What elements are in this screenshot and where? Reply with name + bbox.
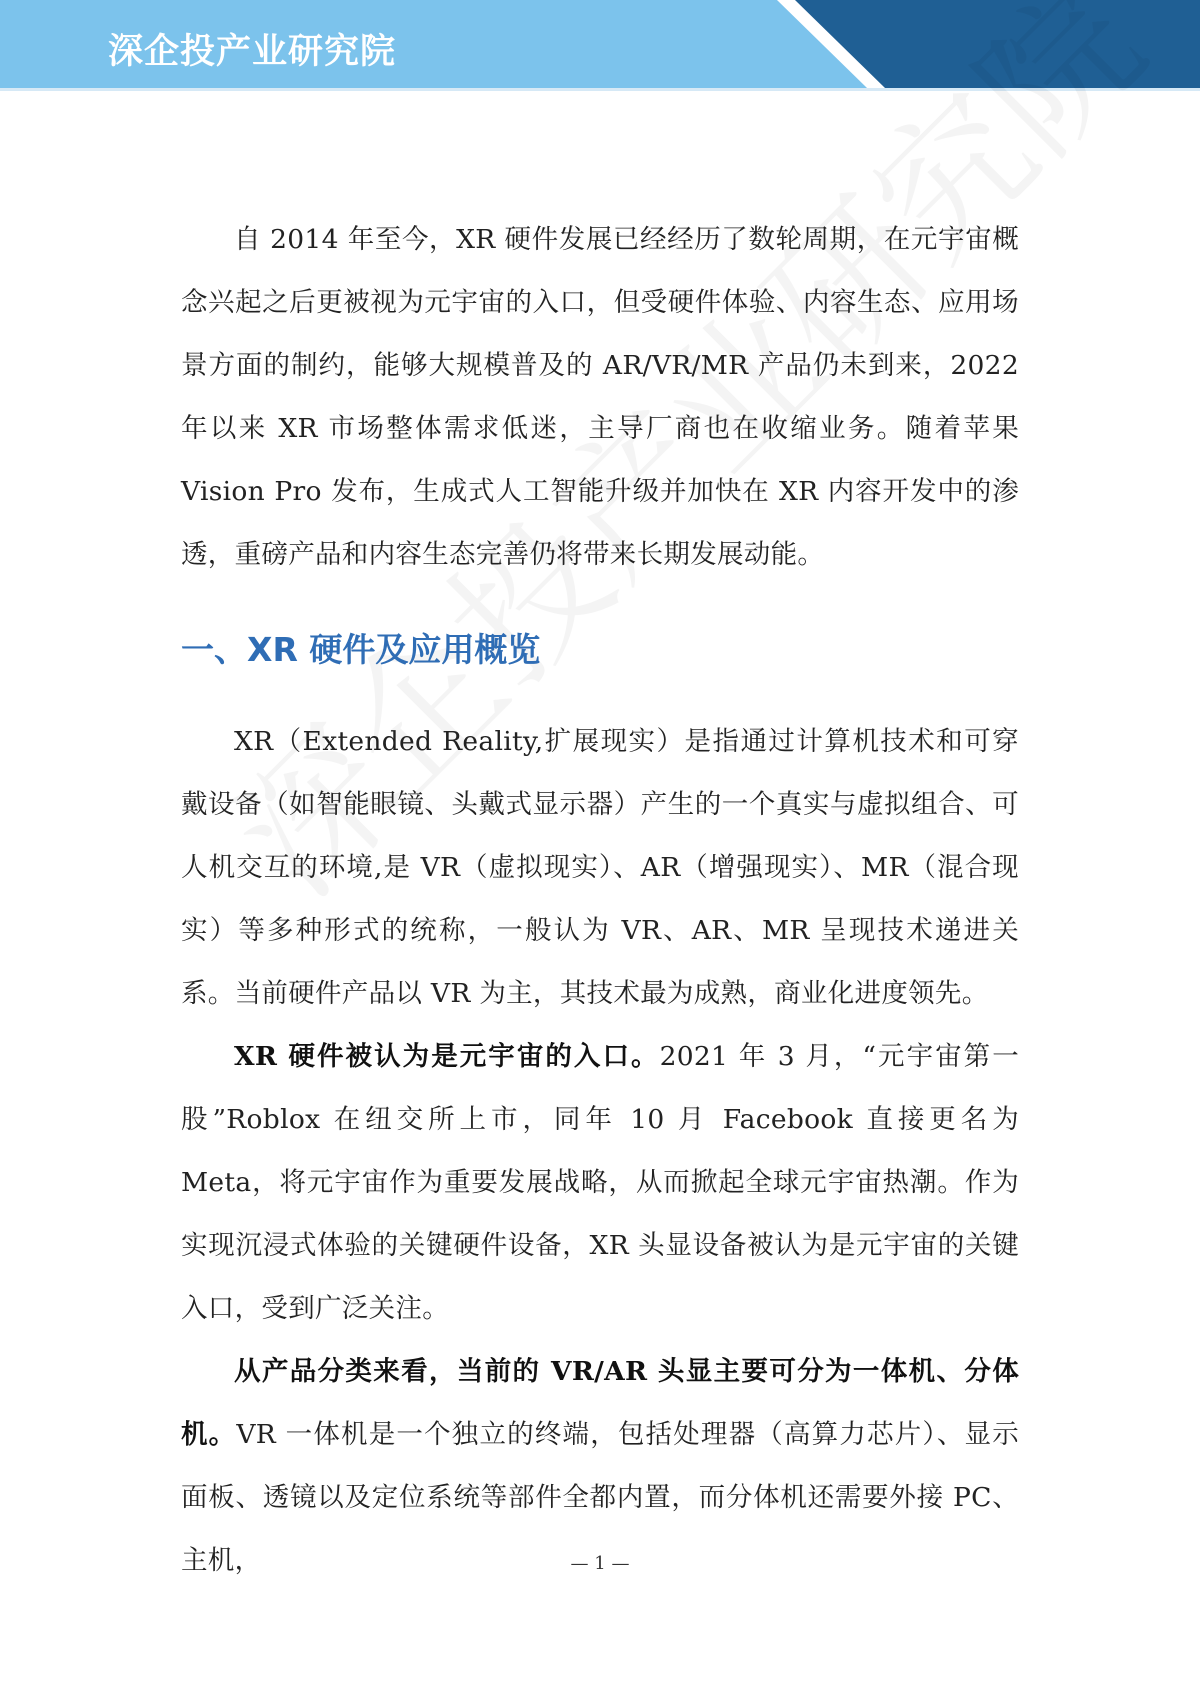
paragraph-lead-bold: XR 硬件被认为是元宇宙的入口。 xyxy=(234,1041,660,1072)
page-number: — 1 — xyxy=(570,1553,630,1574)
xr-definition-paragraph: XR（Extended Reality,扩展现实）是指通过计算机技术和可穿戴设备（如智能眼镜、头戴式显示器）产生的一个真实与虚拟组合、可人机交互的环境,是 VR（虚拟现实）、AR（增强现实）、MR（混合现实）等多种形式的统称，一般认为 VR、AR、MR 呈现技术递进关系。当前硬件产品以 VR 为主，其技术最为成熟，商业化进度领先。 xyxy=(181,726,1019,1009)
paragraph-body: VR 一体机是一个独立的终端，包括处理器（高算力芯片）、显示面板、透镜以及定位系统等部件全都内置，而分体机还需要外接 PC、主机， xyxy=(181,1419,1019,1576)
xr-metaverse-entry-paragraph xyxy=(181,1025,1019,1340)
document-body xyxy=(181,208,1019,1592)
paragraph-lead-bold: 从产品分类来看，当前的 VR/AR 头显主要可分为一体机、分体机。 xyxy=(181,1356,1019,1450)
section-heading: 一、XR 硬件及应用概览 xyxy=(181,630,541,669)
intro-paragraph: 自 2014 年至今，XR 硬件发展已经经历了数轮周期，在元宇宙概念兴起之后更被视为元宇宙的入口，但受硬件体验、内容生态、应用场景方面的制约，能够大规模普及的 AR/VR/MR 产品仍未到来，2022 年以来 XR 市场整体需求低迷，主导厂商也在收缩业务。随着苹果 Vision Pro 发布，生成式人工智能升级并加快在 XR 内容开发中的渗透，重磅产品和内容生态完善仍将带来长期发展动能。 xyxy=(181,224,1019,570)
header-brand-title: 深企投产业研究院 xyxy=(108,32,397,72)
header-bottom-rule xyxy=(0,88,1200,91)
page-header xyxy=(0,0,1200,92)
paragraph-body: 2021 年 3 月，“元宇宙第一股”Roblox 在纽交所上市，同年 10 月 Facebook 直接更名为 Meta，将元宇宙作为重要发展战略，从而掀起全球元宇宙热潮。作为实现沉浸式体验的关键硬件设备，XR 头显设备被认为是元宇宙的关键入口，受到广泛关注。 xyxy=(181,1041,1020,1324)
